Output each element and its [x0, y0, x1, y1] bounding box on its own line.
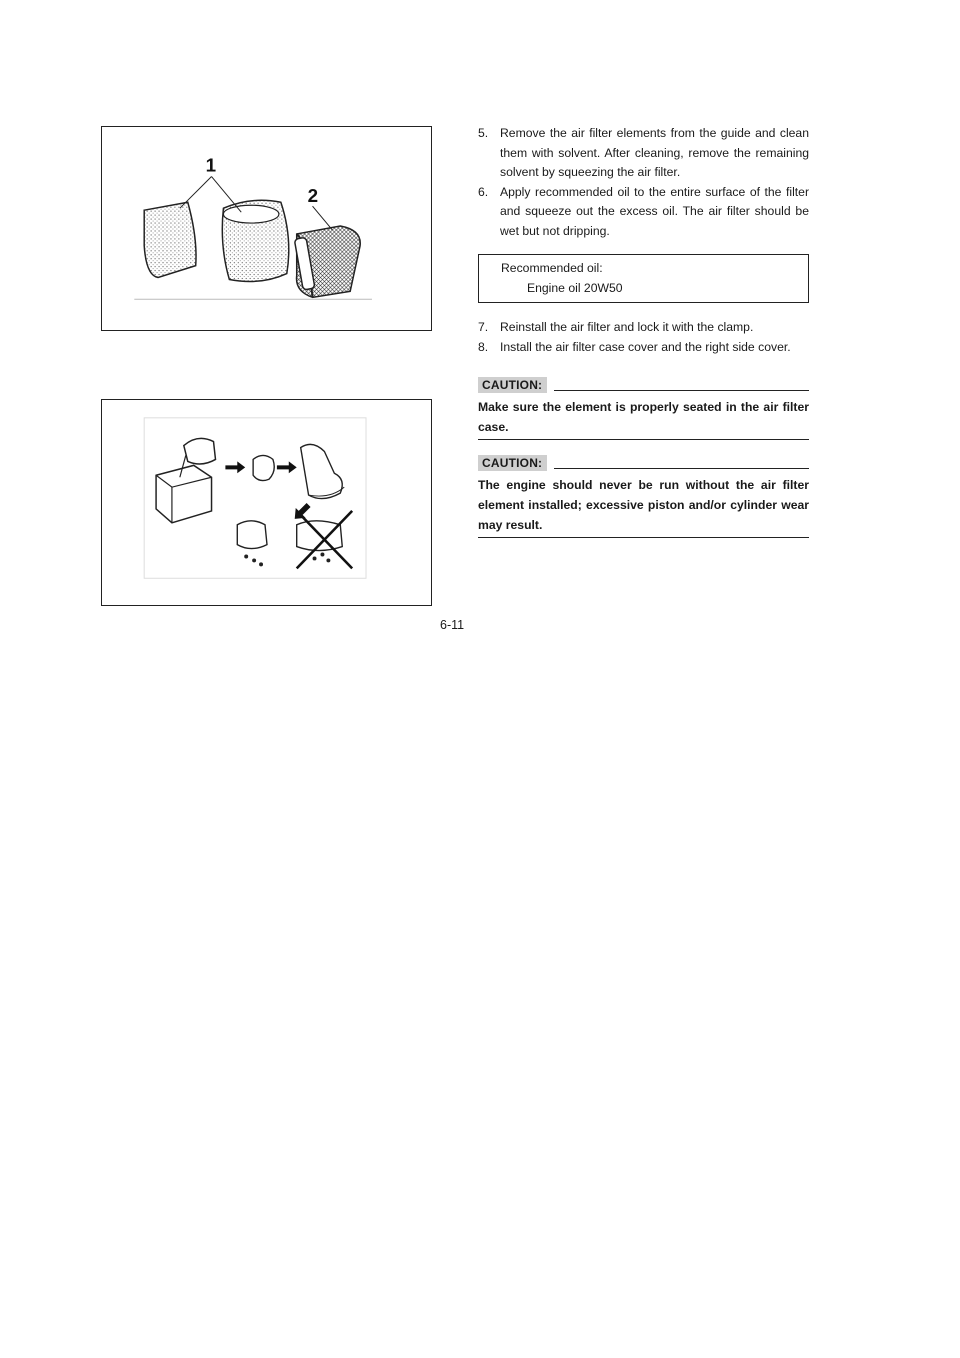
- caution-rule: [554, 468, 809, 469]
- step-text: Apply recommended oil to the entire surface of the filter and squeeze out the excess oil. The air filter should be wet but not dripping.: [500, 184, 809, 238]
- caution-text: Make sure the element is properly seated in the air filter case.: [478, 393, 809, 440]
- steps-bottom: [478, 318, 809, 357]
- step-number: 6.: [478, 184, 489, 199]
- recommended-oil-box: [478, 254, 809, 303]
- caution-text: The engine should never be run without the air filter element installed; excessive piston and/or cylinder wear may result.: [478, 471, 809, 538]
- step-number: 5.: [478, 126, 489, 140]
- step-7: [478, 318, 809, 338]
- step-number: 8.: [478, 339, 489, 354]
- caution-notice-1: [478, 377, 809, 440]
- caution-tag: CAUTION:: [478, 377, 547, 393]
- step-text: Install the air filter case cover and the right side cover.: [500, 339, 791, 354]
- recommended-oil-value: Engine oil 20W50: [527, 281, 623, 295]
- step-number: 7.: [478, 320, 489, 334]
- steps-top: [478, 124, 809, 241]
- oiling-procedure-illustration: [102, 400, 431, 605]
- step-6: [478, 183, 809, 242]
- step-5: [478, 124, 809, 183]
- step-text: Remove the air filter elements from the guide and clean them with solvent. After cleaning, remove the remaining solvent by squeezing the air filter.: [500, 126, 809, 179]
- step-8: [478, 338, 809, 358]
- oiling-procedure-figure: [101, 399, 432, 606]
- callout-2: 2: [307, 185, 319, 207]
- page-number: 6-11: [440, 618, 465, 632]
- step-text: Reinstall the air filter and lock it with the clamp.: [500, 320, 754, 334]
- callout-1: 1: [205, 154, 217, 176]
- caution-tag: CAUTION:: [478, 455, 547, 471]
- caution-rule: [554, 390, 809, 391]
- caution-notice-2: [478, 455, 809, 538]
- recommended-oil-label: Recommended oil:: [501, 261, 603, 275]
- air-filter-illustration: [102, 127, 431, 330]
- air-filter-elements-figure: [101, 126, 432, 331]
